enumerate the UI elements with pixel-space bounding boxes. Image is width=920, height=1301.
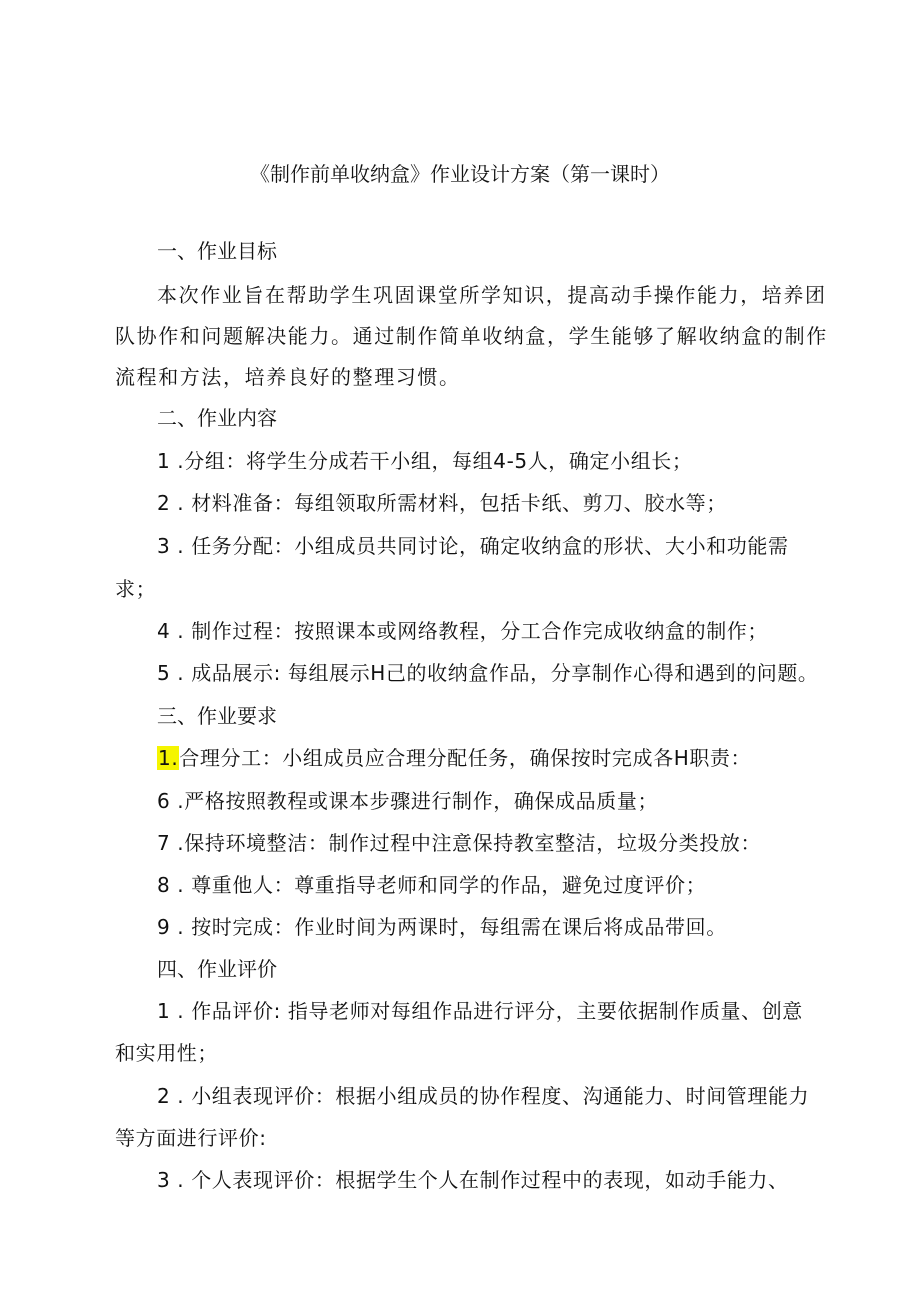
list-item: 8 . 尊重他人：尊重指导老师和同学的作品，避免过度评价；: [157, 873, 707, 897]
list-item: 3 . 个人表现评价：根据学生个人在制作过程中的表现，如动手能力、: [157, 1168, 789, 1192]
highlighted-number: 1.: [158, 746, 179, 770]
list-item: 9 . 按时完成：作业时间为两课时，每组需在课后将成品带回。: [157, 915, 727, 939]
list-item: 3 . 任务分配：小组成员共同讨论，确定收纳盒的形状、大小和功能需: [157, 534, 789, 558]
paragraph-line: 流程和方法，培养良好的整理习惯。: [115, 365, 461, 389]
list-item: 6 .严格按照教程或课本步骤进行制作，确保成品质量；: [157, 789, 659, 813]
section-heading-requirements: 三、作业要求: [157, 704, 277, 728]
list-item-continuation: 等方面进行评价:: [115, 1126, 267, 1150]
document-title: 《制作前单收纳盒》作业设计方案（第一课时）: [250, 162, 670, 186]
list-item: 1 .分组：将学生分成若干小组，每组4-5人，确定小组长；: [157, 449, 693, 473]
section-heading-goal: 一、作业目标: [157, 239, 277, 263]
paragraph-line: 本次作业旨在帮助学生巩固课堂所学知识，提高动手操作能力，培养团: [157, 283, 827, 307]
list-item: 7 .保持环境整洁：制作过程中注意保持教室整洁，垃圾分类投放：: [157, 831, 762, 855]
list-item: 1 . 作品评价: 指导老师对每组作品进行评分，主要依据制作质量、创意: [157, 999, 803, 1023]
section-heading-evaluation: 四、作业评价: [157, 957, 277, 981]
section-heading-content: 二、作业内容: [157, 406, 277, 430]
list-item: 5 . 成品展示: 每组展示H己的收纳盒作品，分享制作心得和遇到的问题。: [157, 661, 819, 685]
list-item: 4 . 制作过程：按照课本或网络教程，分工合作完成收纳盒的制作；: [157, 619, 768, 643]
list-item: 2 . 材料准备：每组领取所需材料，包括卡纸、剪刀、胶水等；: [157, 491, 727, 515]
paragraph-line: 队协作和问题解决能力。通过制作简单收纳盒，学生能够了解收纳盒的制作: [115, 324, 828, 348]
list-item-continuation: 求；: [115, 577, 157, 601]
list-item: [157, 744, 751, 772]
list-item-continuation: 和实用性；: [115, 1041, 218, 1065]
list-item: 2 . 小组表现评价：根据小组成员的协作程度、沟通能力、时间管理能力: [157, 1084, 810, 1108]
list-item-text: 合理分工：小组成员应合理分配任务，确保按时完成各H职责：: [179, 746, 752, 770]
